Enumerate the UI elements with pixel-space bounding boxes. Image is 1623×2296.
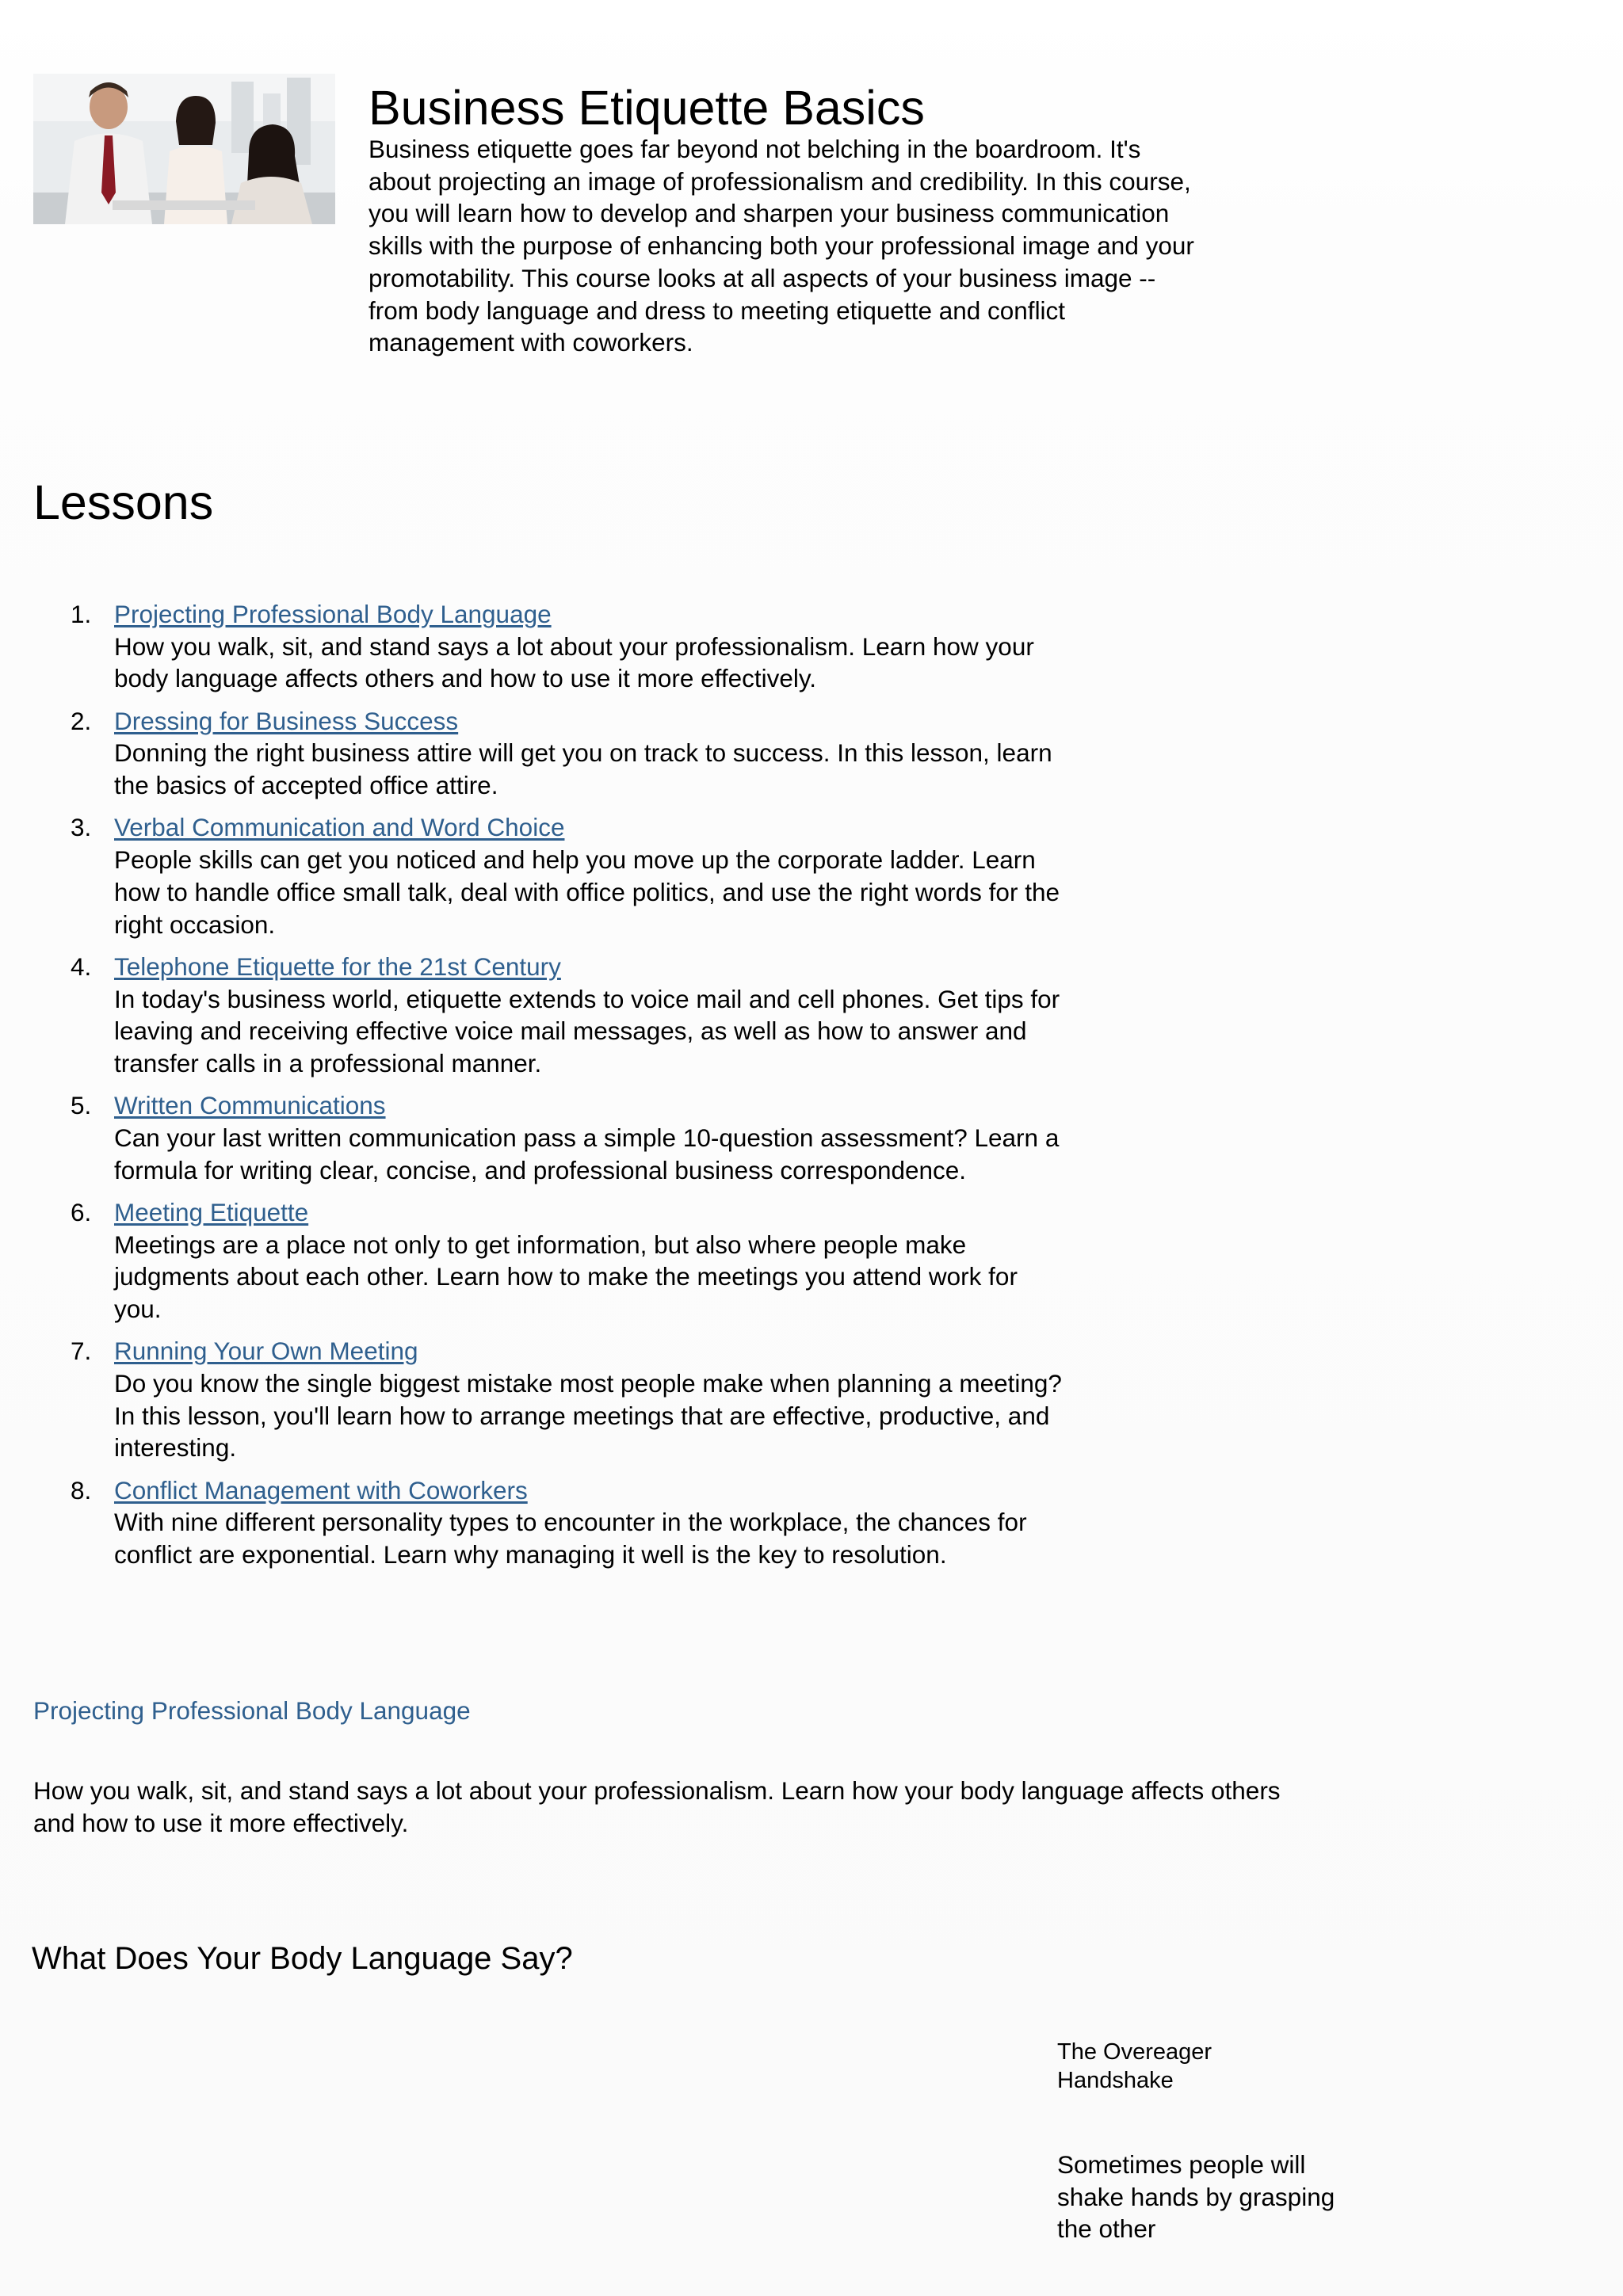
lesson-item [33, 1474, 1064, 1571]
course-intro: Business etiquette goes far beyond not belching in the boardroom. It's about projecting an image of professionalism and credibility. In this course, you will learn how to develop and sharpen your business communication skills with the purpose of enhancing both your professional image and your promotability. This course looks at all aspects of your business image -- from body language and dress to meeting etiquette and conflict management with coworkers. [369, 135, 1194, 357]
lesson-link-written-communications[interactable]: Written Communications [114, 1091, 386, 1120]
body-language-subheading: What Does Your Body Language Say? [32, 1941, 573, 1976]
lesson-item [33, 1196, 1064, 1325]
lesson-description: Do you know the single biggest mistake most people make when planning a meeting? In this lesson, you'll learn how to arrange meetings that are effective, productive, and interesting. [114, 1369, 1062, 1463]
lesson-number: 7. [71, 1337, 92, 1366]
lesson-item [33, 598, 1064, 695]
lesson-number: 2. [71, 706, 92, 735]
lesson-number: 8. [71, 1475, 92, 1505]
lesson-item [33, 1335, 1064, 1464]
sidebar-title: The Overeager Handshake [1057, 2039, 1212, 2093]
lesson-description: In today's business world, etiquette extends to voice mail and cell phones. Get tips for leaving and receiving effective voice mail messages, as well as how to answer and transfer calls in a professional manner. [114, 984, 1060, 1077]
lesson-description: Meetings are a place not only to get information, but also where people make judgments about each other. Learn how to make the meetings you attend work for you. [114, 1230, 1018, 1324]
lesson-link-telephone-etiquette[interactable]: Telephone Etiquette for the 21st Century [114, 952, 561, 981]
business-team-photo [33, 74, 335, 224]
lesson-item [33, 1089, 1064, 1186]
lesson-link-dressing[interactable]: Dressing for Business Success [114, 706, 459, 735]
lesson-item [33, 705, 1064, 802]
lesson-description: People skills can get you noticed and help you move up the corporate ladder. Learn how to handle office small talk, deal with office politics, and use the right words for the right occasion. [114, 845, 1060, 939]
lesson-item [33, 951, 1064, 1080]
lesson-list [33, 598, 1064, 1581]
sidebar-text: Sometimes people will shake hands by grasping the other [1057, 2150, 1335, 2244]
section-description: How you walk, sit, and stand says a lot about your professionalism. Learn how your body language affects others and how to use it more effectively. [33, 1776, 1281, 1837]
lesson-item [33, 811, 1064, 940]
course-title: Business Etiquette Basics [369, 81, 925, 135]
lesson-description: With nine different personality types to encounter in the workplace, the chances for conflict are exponential. Learn why managing it well is the key to resolution. [114, 1508, 1027, 1569]
lesson-number: 5. [71, 1091, 92, 1120]
lessons-heading: Lessons [33, 475, 214, 529]
lesson-number: 3. [71, 813, 92, 842]
lesson-number: 1. [71, 600, 92, 628]
lesson-description: How you walk, sit, and stand says a lot about your professionalism. Learn how your body language affects others and how to use it more effectively. [114, 631, 1034, 693]
section-title-link[interactable]: Projecting Professional Body Language [33, 1696, 471, 1725]
lesson-number: 4. [71, 952, 92, 981]
lesson-link-body-language[interactable]: Projecting Professional Body Language [114, 600, 552, 628]
lesson-link-verbal-communication[interactable]: Verbal Communication and Word Choice [114, 813, 565, 842]
lesson-link-running-meeting[interactable]: Running Your Own Meeting [114, 1337, 418, 1366]
lesson-number: 6. [71, 1197, 92, 1226]
lesson-link-conflict-management[interactable]: Conflict Management with Coworkers [114, 1475, 528, 1505]
lesson-description: Donning the right business attire will get you on track to success. In this lesson, learn the basics of accepted office attire. [114, 738, 1052, 800]
lesson-link-meeting-etiquette[interactable]: Meeting Etiquette [114, 1197, 309, 1226]
lesson-description: Can your last written communication pass a simple 10-question assessment? Learn a formula for writing clear, concise, and professional business correspondence. [114, 1123, 1060, 1184]
